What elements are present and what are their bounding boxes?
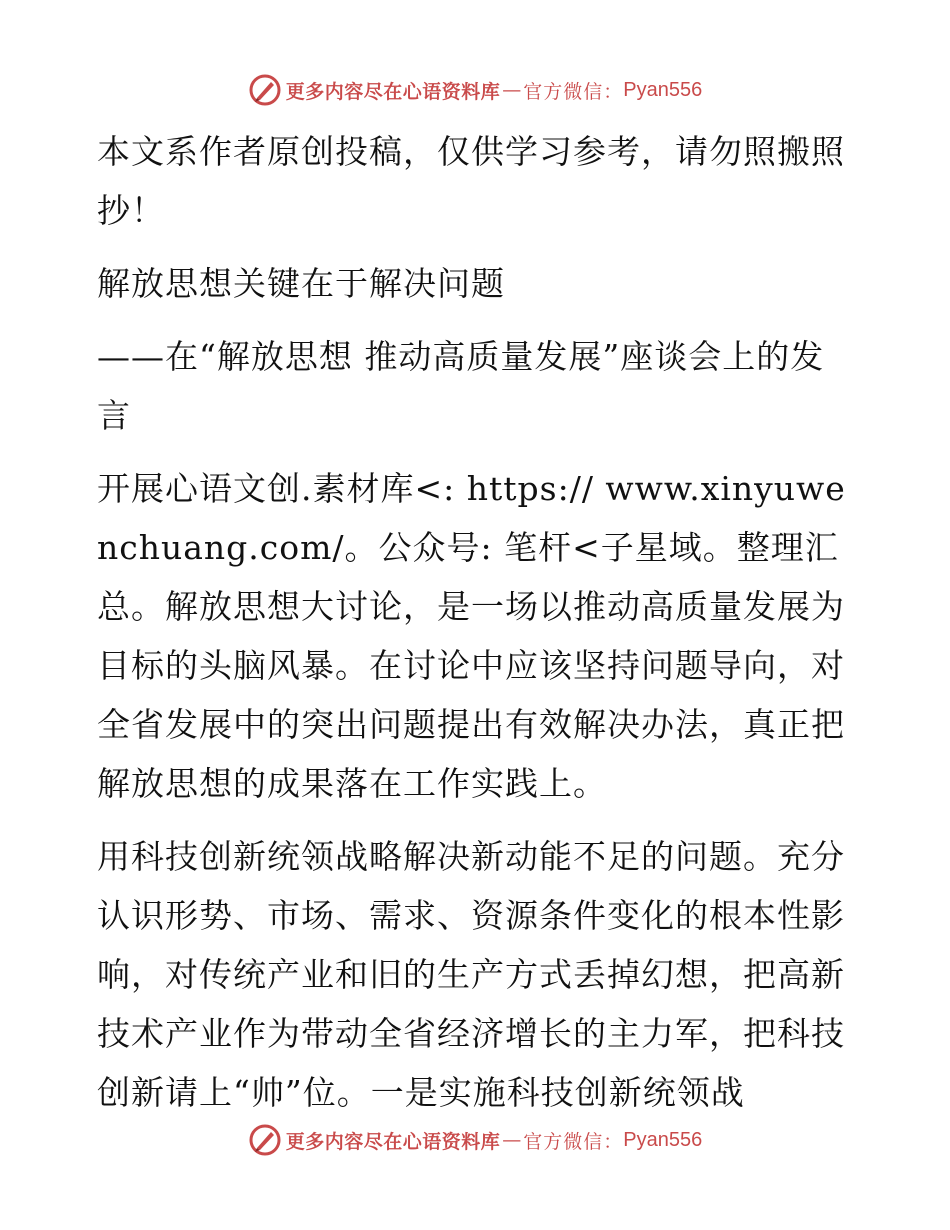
footer-wechat-label: 官方微信： [523,1130,624,1153]
header-brand-text: 更多内容尽在心语资料库 [285,80,501,103]
document-body [97,122,849,1122]
header-watermark [0,70,950,110]
header-separator: — [502,79,522,101]
footer-brand-text: 更多内容尽在心语资料库 [285,1130,501,1153]
document-subtitle: ——在“解放思想 推动高质量发展”座谈会上的发言 [97,337,825,435]
footer-wechat-id: Pyan556 [623,1128,703,1151]
body-paragraph-tech: 用科技创新统领战略解决新动能不足的问题。充分认识形势、市场、需求、资源条件变化的根本性影响，对传统产业和旧的生产方式丢掉幻想，把高新技术产业作为带动全省经济增长的主力军，把科技创新请上“帅”位。一是实施科技创新统领战 [97,837,845,1112]
document-title: 解放思想关键在于解决问题 [97,264,505,303]
disclaimer-paragraph: 本文系作者原创投稿，仅供学习参考，请勿照搬照抄！ [97,132,845,230]
header-wechat-id: Pyan556 [623,78,703,101]
header-wechat-label: 官方微信： [523,80,624,103]
body-paragraph-intro: 开展心语文创.素材库<: https:// www.xinyuwenchuang.com/。公众号: 笔杆<子星域。整理汇总。解放思想大讨论，是一场以推动高质量发展为目标的头脑风暴。在讨论中应该坚持问题导向，对全省发展中的突出问题提出有效解决办法，真正把解放思想的成果落在工作实践上。 [97,469,846,803]
footer-watermark [0,1120,950,1160]
pen-logo-icon [248,1123,282,1157]
pen-logo-icon [248,73,282,107]
footer-separator: — [502,1129,522,1151]
